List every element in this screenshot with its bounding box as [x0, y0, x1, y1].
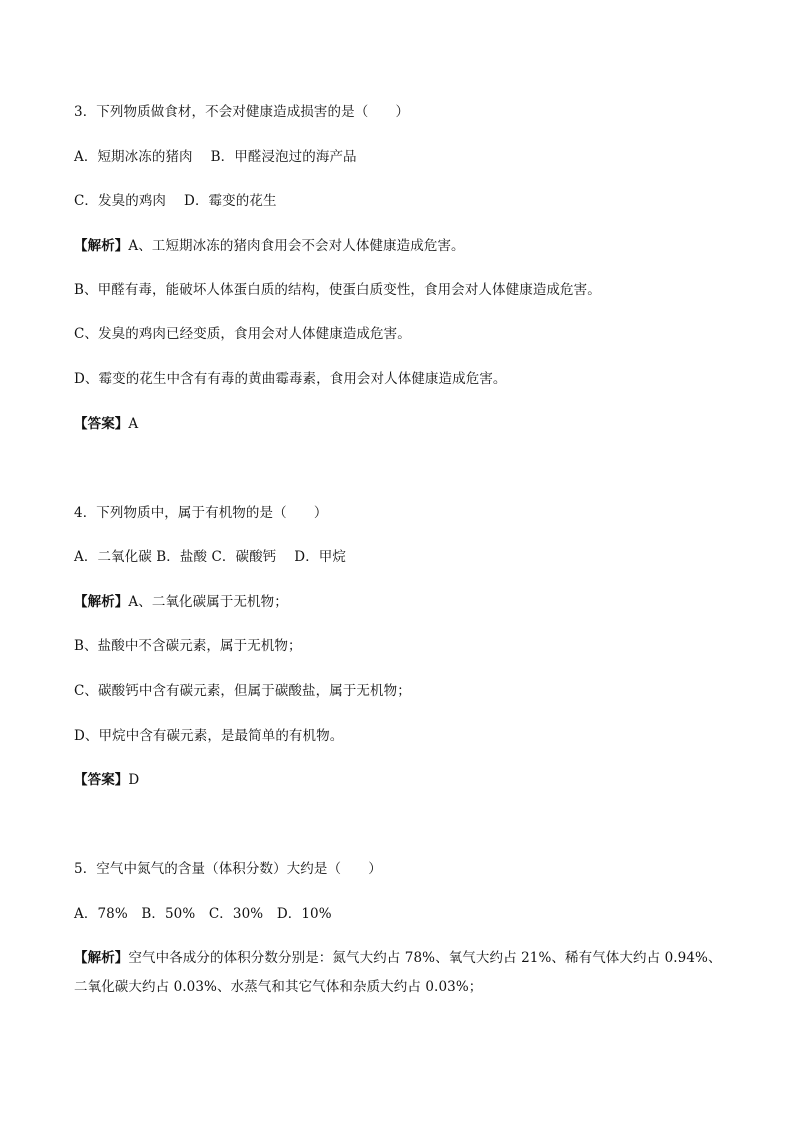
question-3-analysis-a	[74, 237, 465, 255]
question-3-analysis-b: B、甲醛有毒，能破坏人体蛋白质的结构，使蛋白质变性，食用会对人体健康造成危害。	[74, 282, 601, 298]
analysis-text: A、二氧化碳属于无机物；	[128, 594, 288, 610]
analysis-text: 空气中各成分的体积分数分别是：氮气大约占 78%、氧气大约占 21%、稀有气体大约占 0.94%、二氧化碳大约占 0.03%、水蒸气和其它气体和杂质大约占 0.03%；	[74, 950, 722, 995]
answer-label: 【答案】	[74, 772, 129, 788]
question-4-analysis-b: B、盐酸中不含碳元素，属于无机物；	[74, 638, 302, 654]
question-3-analysis-d: D、霉变的花生中含有有毒的黄曲霉毒素，食用会对人体健康造成危害。	[74, 371, 507, 387]
analysis-text: A、工短期冰冻的猪肉食用会不会对人体健康造成危害。	[128, 238, 465, 254]
question-5-options: A．78% B．50% C．30% D．10%	[74, 906, 332, 922]
answer-value: D	[128, 772, 140, 788]
question-3-answer	[74, 415, 138, 433]
analysis-label: 【解析】	[74, 594, 129, 610]
question-3-stem: 3．下列物质做食材，不会对健康造成损害的是（ ）	[74, 104, 410, 120]
question-4-stem: 4．下列物质中，属于有机物的是（ ）	[74, 505, 328, 521]
question-4-analysis-a	[74, 593, 288, 611]
question-3-options-cd: C．发臭的鸡肉 D．霉变的花生	[74, 193, 277, 209]
question-4-analysis-c: C、碳酸钙中含有碳元素，但属于碳酸盐，属于无机物；	[74, 683, 411, 699]
question-5-analysis	[74, 944, 724, 1002]
analysis-label: 【解析】	[74, 238, 129, 254]
question-4-answer	[74, 771, 139, 789]
question-4-options: A．二氧化碳 B．盐酸 C．碳酸钙 D．甲烷	[74, 549, 346, 565]
analysis-label: 【解析】	[74, 950, 129, 966]
question-3-analysis-c: C、发臭的鸡肉已经变质，食用会对人体健康造成危害。	[74, 326, 411, 342]
answer-label: 【答案】	[74, 416, 129, 432]
question-3-options-ab: A．短期冰冻的猪肉 B．甲醛浸泡过的海产品	[74, 149, 357, 165]
answer-value: A	[128, 416, 139, 432]
question-4-analysis-d: D、甲烷中含有碳元素，是最简单的有机物。	[74, 728, 344, 744]
question-5-stem: 5．空气中氮气的含量（体积分数）大约是（ ）	[74, 861, 382, 877]
